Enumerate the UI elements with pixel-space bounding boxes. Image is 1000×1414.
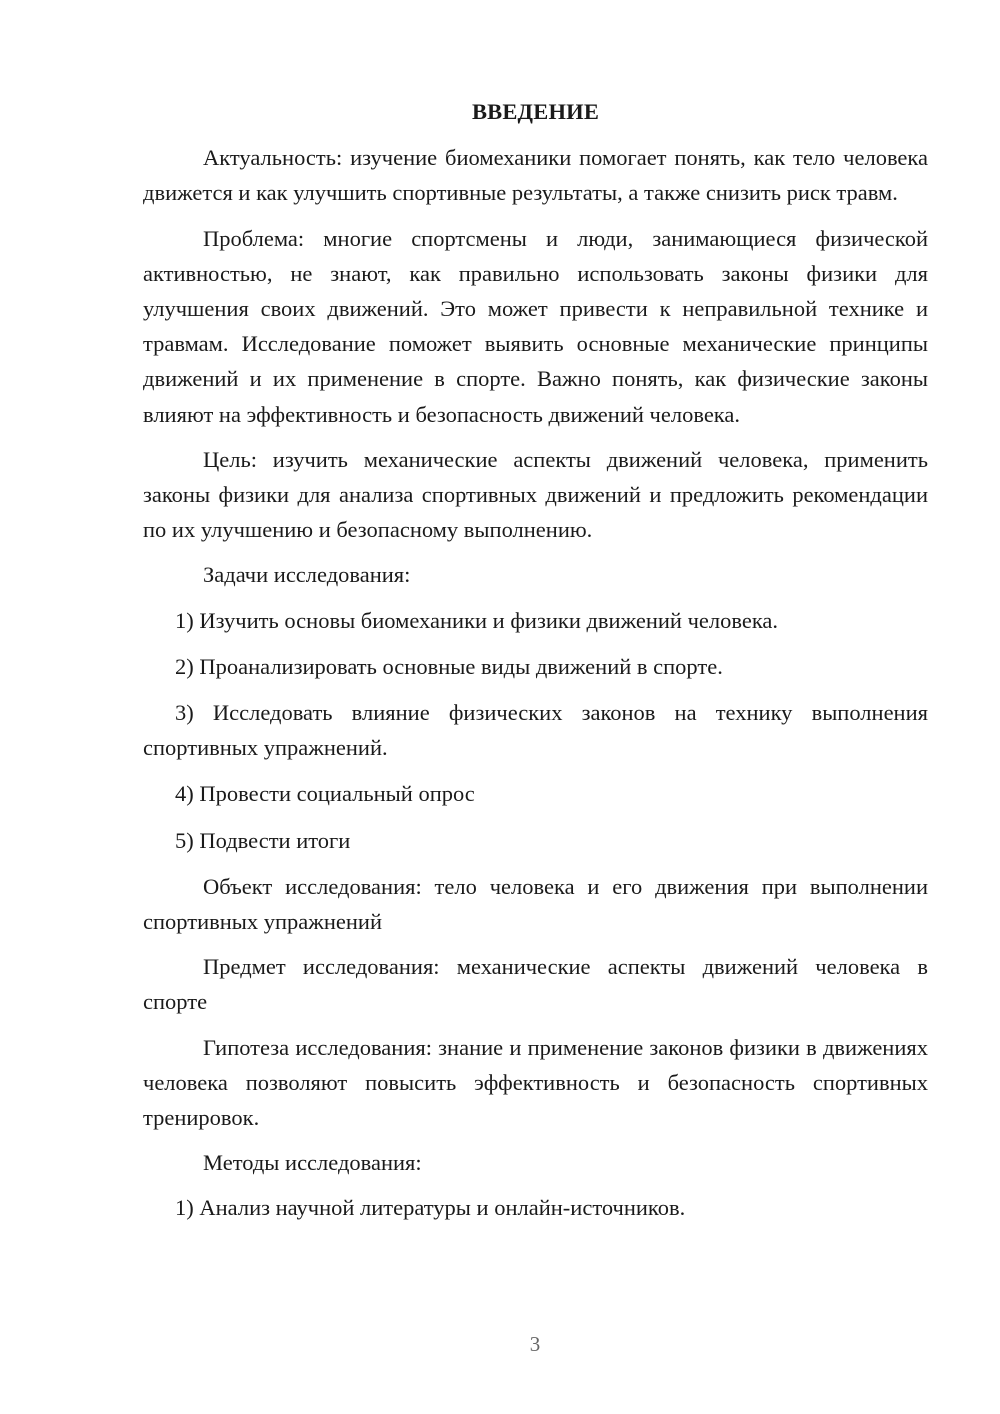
method-item-1: 1) Анализ научной литературы и онлайн-источников. [175,1195,686,1221]
page-content [143,94,928,1237]
section-heading: ВВЕДЕНИЕ [471,99,600,124]
paragraph-hypothesis: Гипотеза исследования: знание и применение законов физики в движениях человека позволяют повысить эффективность и безопасность спортивных тренировок. [143,1034,928,1131]
task-item-2: 2) Проанализировать основные виды движений в спорте. [175,653,723,679]
task-item-5: 5) Подвести итоги [175,827,351,853]
methods-title: Методы исследования: [203,1150,422,1176]
paragraph-subject: Предмет исследования: механические аспекты движений человека в спорте [143,954,928,1015]
task-item-1: 1) Изучить основы биомеханики и физики движений человека. [175,607,779,633]
paragraph-problem: Проблема: многие спортсмены и люди, занимающиеся физической активностью, не знают, как правильно использовать законы физики для улучшения своих движений. Это может привести к неправильной технике и травмам. Исследование поможет выявить основные механические принципы движений и их применение в спорте. Важно понять, как физические законы влияют на эффективность и безопасность движений человека. [143,225,928,427]
task-item-4: 4) Провести социальный опрос [175,781,475,807]
task-item-3: 3) Исследовать влияние физических законов на технику выполнения спортивных упражнений. [143,700,928,761]
paragraph-object: Объект исследования: тело человека и его движения при выполнении спортивных упражнений [143,873,928,935]
paragraph-relevance: Актуальность: изучение биомеханики помогает понять, как тело человека движется и как улучшить спортивные результаты, а также снизить риск травм. [143,145,928,206]
paragraph-goal: Цель: изучить механические аспекты движений человека, применить законы физики для анализа спортивных движений и предложить рекомендации по их улучшению и безопасному выполнению. [143,446,928,543]
page-number: 3 [529,1332,541,1356]
tasks-title: Задачи исследования: [203,562,411,588]
